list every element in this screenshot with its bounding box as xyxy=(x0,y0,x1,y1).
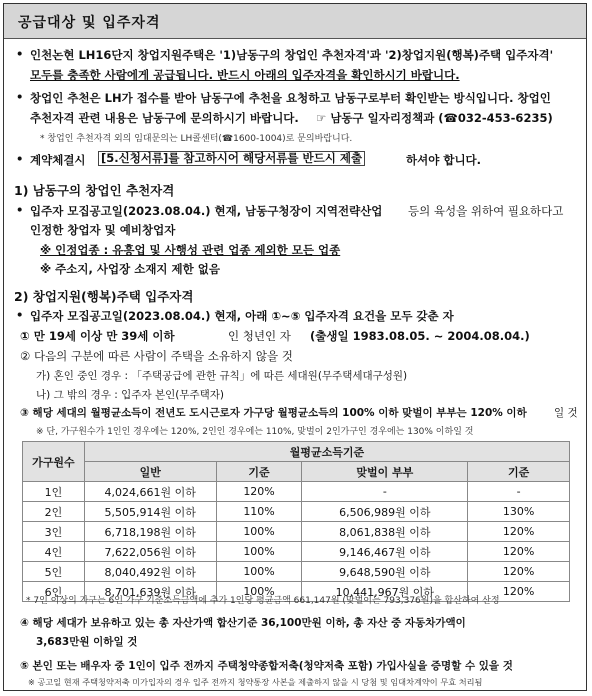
cell-dual: 9,146,467원 이하 xyxy=(302,542,468,562)
cell-dual: 9,648,590원 이하 xyxy=(302,562,468,582)
section1-line-2: 인정한 창업자 및 예비창업자 xyxy=(30,223,176,237)
col-standard: 기준 xyxy=(216,462,302,482)
title-bar xyxy=(4,4,586,39)
col-household: 가구원수 xyxy=(23,442,85,482)
col-dual: 맞벌이 부부 xyxy=(302,462,468,482)
bullet-dot: • xyxy=(16,308,24,322)
intro-line-4: 추천자격 관련 내용은 남동구에 문의하시기 바랍니다. xyxy=(30,111,299,125)
table-row xyxy=(23,482,570,502)
bullet-dot: • xyxy=(16,152,24,166)
cell-std2: 120% xyxy=(468,522,570,542)
intro-line-1: 인천논현 LH16단지 창업지원주택은 '1)남동구의 창업인 추천자격'과 '2)창업지원(행복)주택 입주자격' xyxy=(30,48,554,62)
cell-std2: 120% xyxy=(468,582,570,602)
intro-line-3: 창업인 추천은 LH가 접수를 받아 남동구에 추천을 요청하고 남동구로부터 확인받는 방식입니다. 창업인 xyxy=(30,91,551,105)
cell-std2: - xyxy=(468,482,570,502)
item1-text: 인 청년인 자 xyxy=(228,329,291,343)
cell-std: 100% xyxy=(216,542,302,562)
notice-panel xyxy=(3,3,587,691)
col-general: 일반 xyxy=(84,462,216,482)
section2-lead: 입주자 모집공고일(2023.08.04.) 현재, 아래 ①~⑤ 입주자격 요건을 모두 갖춘 자 xyxy=(30,309,454,323)
cell-general: 4,024,661원 이하 xyxy=(84,482,216,502)
cell-std2: 130% xyxy=(468,502,570,522)
section2-heading: 2) 창업지원(행복)주택 입주자격 xyxy=(14,289,194,304)
col-standard2: 기준 xyxy=(468,462,570,482)
section1-line-1a: 입주자 모집공고일(2023.08.04.) 현재, 남동구청장이 지역전략산업 xyxy=(30,204,383,218)
section1-note-2: ※ 주소지, 사업장 소재지 제한 없음 xyxy=(40,262,220,276)
col-group: 월평균소득기준 xyxy=(84,442,569,462)
cell-std2: 120% xyxy=(468,562,570,582)
cell-dual: 10,441,967원 이하 xyxy=(302,582,468,602)
item3-suffix: 일 것 xyxy=(554,407,578,419)
cell-dual: 8,061,838원 이하 xyxy=(302,522,468,542)
cell-std: 120% xyxy=(216,482,302,502)
section1-heading: 1) 남동구의 창업인 추천자격 xyxy=(14,183,175,198)
cell-size: 2인 xyxy=(23,502,85,522)
item5-note: ※ 공고일 현재 주택청약저축 미가입자의 경우 입주 전까지 청약통장 사본을 제출하지 않을 시 당첨 및 임대차계약이 무효 처리됨 xyxy=(28,677,483,687)
income-table xyxy=(22,441,570,602)
section1-line-1b: 등의 육성을 위하여 필요하다고 xyxy=(408,204,564,218)
cell-general: 8,040,492원 이하 xyxy=(84,562,216,582)
cell-size: 4인 xyxy=(23,542,85,562)
cell-general: 7,622,056원 이하 xyxy=(84,542,216,562)
item2-ga: 가) 혼인 중인 경우 : 「주택공급에 관한 규칙」에 따른 세대원(무주택세대구성원) xyxy=(36,370,408,382)
cell-size: 3인 xyxy=(23,522,85,542)
contact-info: ☞ 남동구 일자리정책과 (☎032-453-6235) xyxy=(316,111,553,125)
cell-dual: 6,506,989원 이하 xyxy=(302,502,468,522)
intro-line-2: 모두를 충족한 사람에게 공급됩니다. 반드시 아래의 입주자격을 확인하시기 바랍니다. xyxy=(30,68,460,82)
item1-birth: (출생일 1983.08.05. ~ 2004.08.04.) xyxy=(310,329,530,343)
cell-dual: - xyxy=(302,482,468,502)
item1-age: ① 만 19세 이상 만 39세 이하 xyxy=(20,329,175,343)
cell-std: 100% xyxy=(216,522,302,542)
item4-line-2: 3,683만원 이하일 것 xyxy=(36,636,138,648)
item2-na: 나) 그 밖의 경우 : 입주자 본인(무주택자) xyxy=(36,389,224,401)
documents-ref-box: [5.신청서류]를 참고하시어 해당서류를 반드시 제출 xyxy=(98,151,365,166)
table-row xyxy=(23,522,570,542)
cell-size: 5인 xyxy=(23,562,85,582)
page-title: 공급대상 및 입주자격 xyxy=(18,15,161,31)
item3-note: ※ 단, 가구원수가 1인인 경우에는 120%, 2인인 경우에는 110%, 맞벌이 2인가구인 경우에는 130% 이하일 것 xyxy=(36,427,474,437)
table-note: * 7인 이상의 가구는 6인 가구 기준소득금액에 추가 1인당 평균금액 661,147원 (맞벌이는 793,376원)을 합산하여 산정 xyxy=(26,596,500,606)
cell-general: 6,718,198원 이하 xyxy=(84,522,216,542)
cell-size: 6인 xyxy=(23,582,85,602)
item4-line-1: ④ 해당 세대가 보유하고 있는 총 자산가액 합산기준 36,100만원 이하, 총 자산 중 자동차가액이 xyxy=(20,617,466,629)
cell-general: 5,505,914원 이하 xyxy=(84,502,216,522)
contract-suffix: 하셔야 합니다. xyxy=(406,153,482,167)
cell-std: 110% xyxy=(216,502,302,522)
bullet-dot: • xyxy=(16,90,24,104)
bullet-dot: • xyxy=(16,47,24,61)
cell-size: 1인 xyxy=(23,482,85,502)
cell-std2: 120% xyxy=(468,542,570,562)
cell-std: 100% xyxy=(216,562,302,582)
table-row xyxy=(23,542,570,562)
cell-std: 100% xyxy=(216,582,302,602)
table-row xyxy=(23,502,570,522)
cell-general: 8,701,639원 이하 xyxy=(84,582,216,602)
callcenter-note: * 창업인 추천자격 외의 임대문의는 LH콜센터(☎1600-1004)로 문의바랍니다. xyxy=(40,134,353,144)
table-row xyxy=(23,562,570,582)
section1-note-1: ※ 인정업종 : 유흥업 및 사행성 관련 업종 제외한 모든 업종 xyxy=(40,243,341,257)
contract-label: 계약체결시 xyxy=(30,153,86,167)
item5: ⑤ 본인 또는 배우자 중 1인이 입주 전까지 주택청약종합저축(청약저축 포함) 가입사실을 증명할 수 있을 것 xyxy=(20,660,513,672)
item2: ② 다음의 구분에 따른 사람이 주택을 소유하지 않을 것 xyxy=(20,349,293,363)
item3: ③ 해당 세대의 월평균소득이 전년도 도시근로자 가구당 월평균소득의 100% 이하 맞벌이 부부는 120% 이하 xyxy=(20,407,527,419)
bullet-dot: • xyxy=(16,203,24,217)
